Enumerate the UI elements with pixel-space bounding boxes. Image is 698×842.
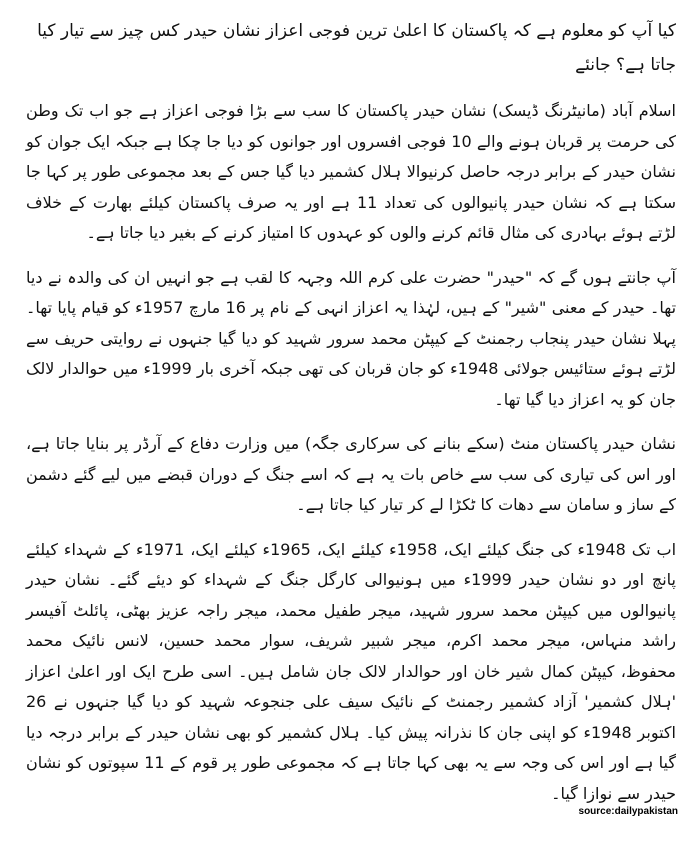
article-paragraph-manufacture: نشان حیدر پاکستان منٹ (سکے بنانے کی سرکاری جگہ) میں وزارت دفاع کے آرڈر پر بنایا جاتا ہے، اور اس کی تیاری کی سب سے خاص بات یہ ہے کہ اسے جنگ کے دوران قبضے میں لیے گئے دشمن کے ساز و سامان سے دھات کا ٹکڑا لے کر تیار کیا جاتا ہے۔ <box>26 434 676 514</box>
article-paragraph-history: آپ جانتے ہوں گے کہ "حیدر" حضرت علی کرم اللہ وجہہ کا لقب ہے جو انہیں ان کی والدہ نے دیا تھا۔ حیدر کے معنی "شیر" کے ہیں، لہٰذا یہ اعزاز انہی کے نام پر 16 مارچ 1957ء کو قیام پایا تھا۔ پہلا نشان حیدر پنجاب رجمنٹ کے کیپٹن محمد سرور شہید کو دیا گیا جنہوں نے روایتی حریف سے لڑتے ہوئے ستائیس جولائی 1948ء کو جان قربان کی تھی جبکہ آخری بار 1999ء میں حوالدار لالک جان کو یہ اعزاز دیا گیا تھا۔ <box>26 267 677 409</box>
article <box>26 14 676 823</box>
article-title: کیا آپ کو معلوم ہے کہ پاکستان کا اعلیٰ ترین فوجی اعزاز نشان حیدر کس چیز سے تیار کیا جاتا ہے؟ جانئے <box>37 21 676 75</box>
article-paragraph-intro: اسلام آباد (مانیٹرنگ ڈیسک) نشان حیدر پاکستان کا سب سے بڑا فوجی اعزاز ہے جو اب تک وطن کی حرمت پر قربان ہونے والے 10 فوجی افسروں اور جوانوں کو دیا جا چکا ہے جبکہ ایک جوان کو نشان حیدر کے برابر درجہ حاصل کرنیوالا ہلال کشمیر دیا گیا جس کے بعد مجموعی طور پر کہا جا سکتا ہے کہ نشان حیدر پانیوالوں کی تعداد 11 ہے اور یہ صرف پاکستان کیلئے بھارت کے خلاف لڑتے ہوئے بہادری کی مثال قائم کرنے والوں کو عہدوں کا امتیاز کرنے کے بغیر دیا جاتا ہے۔ <box>26 101 677 242</box>
source-credit: source:dailypakistan <box>578 806 678 817</box>
article-paragraph-recipients: اب تک 1948ء کی جنگ کیلئے ایک، 1958ء کیلئے ایک، 1965ء کیلئے ایک، 1971ء کے شہداء کیلئے پانچ اور دو نشان حیدر 1999ء میں ہونیوالی کارگل جنگ کے شہداء کو دیئے گئے۔ نشان حیدر پانیوالوں میں کیپٹن محمد سرور شہید، میجر طفیل محمد، میجر راجہ عزیز بھٹی، پائلٹ آفیسر راشد منہاس، میجر محمد اکرم، میجر شبیر شریف، سوار محمد حسین، لانس نائیک محمد محفوظ، کیپٹن کمال شیر خان اور حوالدار لالک جان شامل ہیں۔ اسی طرح ایک اور اعلیٰ اعزاز 'ہلال کشمیر' آزاد کشمیر رجمنٹ کے نائیک سیف علی جنجوعہ شہید کو دیا گیا جنہوں نے 26 اکتوبر 1948ء کو اپنی جان کا نذرانہ پیش کیا۔ ہلال کشمیر کو بھی نشان حیدر کے برابر درجہ دیا گیا ہے اور اس کی وجہ سے یہ بھی کہا جاتا ہے کہ مجموعی طور پر قوم کے 11 سپوتوں کو نشان حیدر سے نوازا گیا۔ <box>26 539 677 803</box>
